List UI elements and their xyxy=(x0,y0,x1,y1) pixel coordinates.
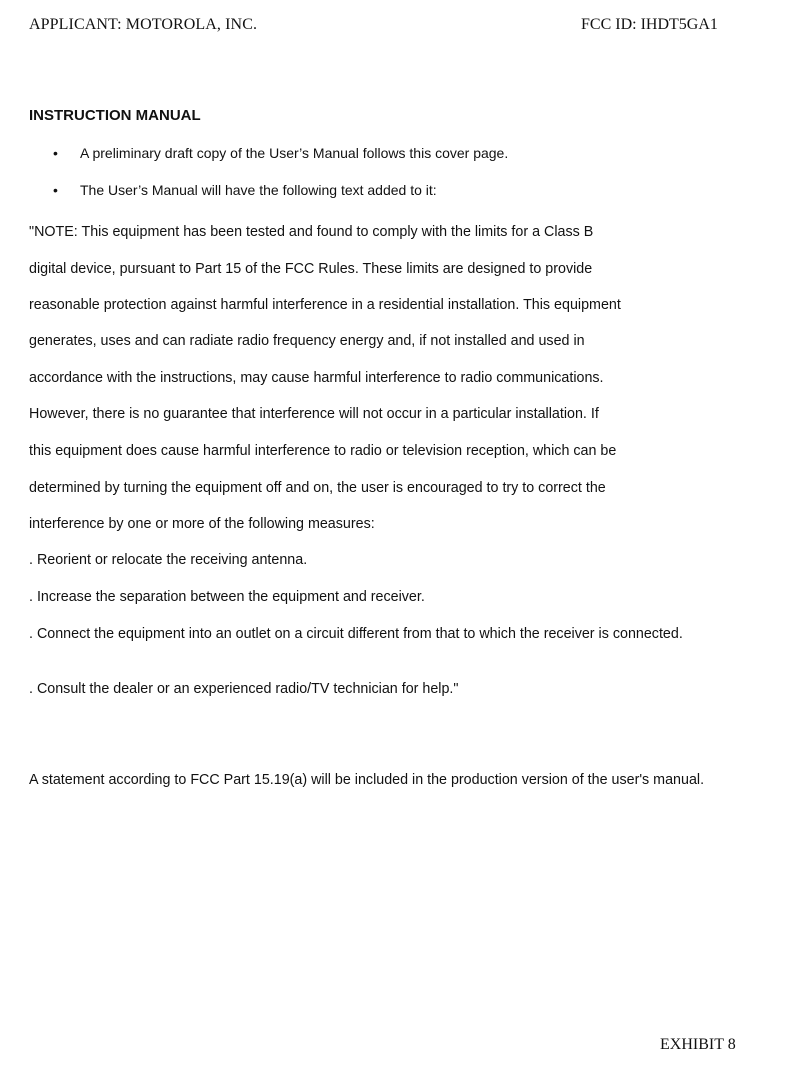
note-line: "NOTE: This equipment has been tested and found to comply with the limits for a Class B xyxy=(29,224,594,240)
fcc-id-header: FCC ID: IHDT5GA1 xyxy=(581,16,718,33)
statement-text: A statement according to FCC Part 15.19(a) will be included in the production version of the user's manual. xyxy=(29,772,705,788)
exhibit-footer: EXHIBIT 8 xyxy=(660,1036,736,1053)
measure-item: . Consult the dealer or an experienced radio/TV technician for help." xyxy=(29,681,459,697)
note-line: accordance with the instructions, may cause harmful interference to radio communications. xyxy=(29,370,604,386)
applicant-header: APPLICANT: MOTOROLA, INC. xyxy=(29,16,258,33)
note-line: digital device, pursuant to Part 15 of the FCC Rules. These limits are designed to provide xyxy=(29,261,593,277)
note-line: this equipment does cause harmful interference to radio or television reception, which can be xyxy=(29,443,617,459)
note-line: interference by one or more of the following measures: xyxy=(29,516,375,532)
bullet-text: The User’s Manual will have the following text added to it: xyxy=(80,182,437,198)
measure-item: . Connect the equipment into an outlet on a circuit different from that to which the receiver is connected. xyxy=(29,626,683,642)
bullet-item xyxy=(53,182,437,198)
bullet-text: A preliminary draft copy of the User’s Manual follows this cover page. xyxy=(80,145,509,161)
bullet-item xyxy=(53,145,508,161)
note-line: However, there is no guarantee that interference will not occur in a particular installation. If xyxy=(29,406,599,422)
note-line: determined by turning the equipment off and on, the user is encouraged to try to correct the xyxy=(29,480,606,496)
bullet-icon: • xyxy=(53,145,58,161)
measure-item: . Increase the separation between the equipment and receiver. xyxy=(29,589,425,605)
section-title: INSTRUCTION MANUAL xyxy=(29,107,201,124)
bullet-icon: • xyxy=(53,182,58,198)
measure-item: . Reorient or relocate the receiving antenna. xyxy=(29,552,308,568)
note-line: generates, uses and can radiate radio frequency energy and, if not installed and used in xyxy=(29,333,585,349)
note-line: reasonable protection against harmful interference in a residential installation. This equipment xyxy=(29,297,621,313)
